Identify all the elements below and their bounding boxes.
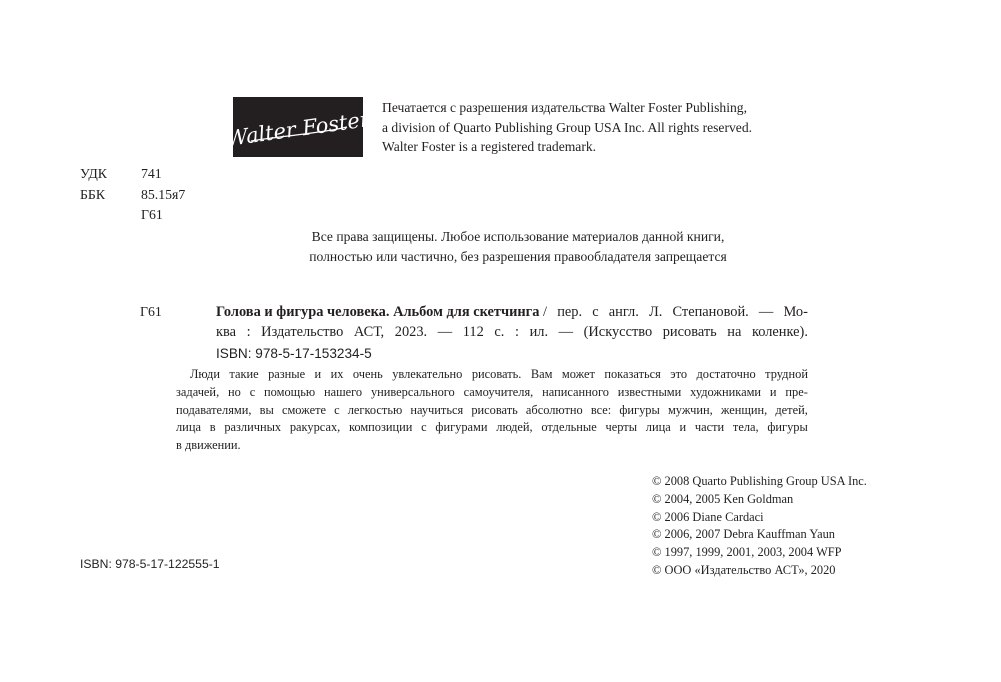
annotation-word: и: [314, 367, 322, 381]
annotation-word: фигурами: [435, 420, 488, 435]
annotation-word: тела,: [732, 420, 759, 435]
classification-codes: [80, 164, 185, 226]
copyright-line: © ООО «Издательство АСТ», 2020: [652, 562, 836, 577]
annotation-word: фигуры: [767, 420, 808, 435]
bibliographic-description: [216, 302, 808, 342]
biblio-line: [216, 302, 808, 322]
annotation-word: задачей,: [176, 384, 220, 399]
biblio-word: АСТ,: [353, 324, 385, 340]
biblio-word: —: [758, 304, 774, 320]
annotation-word: показаться: [604, 367, 661, 381]
publisher-logo-mark: [224, 97, 372, 157]
biblio-word: —: [437, 324, 453, 340]
annotation-word: это: [670, 367, 688, 381]
annotation-word: в движении.: [176, 438, 241, 453]
annotation-word: сможете: [281, 402, 326, 417]
copyright-line: © 2008 Quarto Publishing Group USA Inc.: [652, 474, 867, 488]
annotation-word: достаточно: [696, 367, 756, 381]
biblio-word: пер.: [557, 304, 583, 320]
annotation-word: может: [561, 367, 595, 381]
annotation-line: [176, 402, 808, 420]
biblio-word: 2023.: [394, 324, 428, 340]
copyright-line: © 2004, 2005 Ken Goldman: [652, 491, 794, 506]
annotation-word: помощью: [264, 384, 316, 399]
annotation-word: трудной: [765, 367, 808, 381]
annotation-word: легкостью: [347, 402, 403, 417]
annotation-line: [176, 437, 808, 455]
biblio-word: англ.: [608, 304, 639, 320]
permission-line: Печатается с разрешения издательства Walter Foster Publishing,: [382, 100, 747, 115]
annotation-word: рисовать.: [471, 367, 522, 381]
annotation-line: [176, 384, 808, 402]
bbk-label: ББК: [80, 186, 106, 202]
annotation-word: мужчин,: [667, 402, 713, 417]
biblio-word: 112: [462, 324, 484, 340]
publisher-logo: [224, 97, 372, 157]
book-title-group: Голова и фигура человека. Альбом для скетчинга /: [216, 304, 548, 320]
biblio-word: —: [558, 324, 574, 340]
annotation-word: рисовать: [471, 402, 518, 417]
author-sign-row: [80, 205, 185, 226]
annotation-word: композиции: [348, 420, 413, 435]
annotation-word: с: [334, 402, 340, 417]
biblio-word: ил.: [529, 324, 549, 340]
annotation-word: женщин,: [720, 402, 768, 417]
biblio-word: ква: [216, 324, 236, 340]
annotation-word: нашего: [323, 384, 363, 399]
biblio-word: с.: [494, 324, 505, 340]
annotation-word: самоучителя,: [463, 384, 534, 399]
isbn-main: ISBN: 978-5-17-153234-5: [216, 346, 372, 361]
permission-notice: [382, 98, 822, 157]
annotation-word: части: [694, 420, 725, 435]
annotation-word: отдельные: [541, 420, 597, 435]
annotation-word: разные: [268, 367, 306, 381]
copyright-list: [652, 473, 867, 580]
annotation-word: вы: [259, 402, 274, 417]
annotation-word: с: [249, 384, 256, 399]
biblio-word: Л.: [648, 304, 663, 320]
annotation-line: [176, 419, 808, 437]
copyright-line: © 1997, 1999, 2001, 2003, 2004 WFP: [652, 545, 842, 560]
annotation-word: абсолютно: [525, 402, 583, 417]
annotation-word: известными: [617, 384, 682, 399]
annotation-line: [176, 366, 808, 384]
annotation-word: пре-: [785, 384, 808, 399]
annotation-word: ракурсах,: [289, 420, 341, 435]
annotation-word: их: [330, 367, 344, 381]
biblio-word: рисовать: [662, 324, 717, 340]
annotation-word: Вам: [530, 367, 553, 381]
isbn-original: ISBN: 978-5-17-122555-1: [80, 557, 220, 571]
annotation-word: фигуры: [619, 402, 660, 417]
annotation-word: Люди: [190, 367, 220, 381]
annotation-word: такие: [229, 367, 259, 381]
annotation-word: лица: [176, 420, 201, 435]
biblio-word: :: [514, 324, 519, 340]
annotation-word: универсального: [370, 384, 455, 399]
copyright-line: © 2006 Diane Cardaci: [652, 509, 764, 524]
bbk-row: [80, 185, 185, 206]
annotation-word: написанного: [542, 384, 609, 399]
biblio-word: Мо-: [783, 304, 808, 320]
biblio-word: :: [246, 324, 251, 340]
biblio-word: коленке).: [751, 324, 808, 340]
biblio-word: Степановой.: [672, 304, 749, 320]
copyright-line: © 2006, 2007 Debra Kauffman Yaun: [652, 527, 835, 542]
biblio-author-sign: Г61: [140, 304, 162, 319]
udk-label: УДК: [80, 166, 107, 181]
annotation-word: подавателями,: [176, 402, 252, 417]
annotation-word: детей,: [775, 402, 808, 417]
biblio-word: на: [727, 324, 742, 340]
annotation-word: людей,: [496, 420, 533, 435]
biblio-word: (Искусство: [583, 324, 653, 340]
annotation-word: но: [228, 384, 241, 399]
udk-row: [80, 164, 185, 185]
annotation-word: все:: [590, 402, 612, 417]
annotation-word: увлекательно: [392, 367, 463, 381]
annotation-word: и: [679, 420, 687, 435]
annotation-word: черты: [605, 420, 638, 435]
annotation-word: художниками: [690, 384, 762, 399]
biblio-word: с: [592, 304, 599, 320]
publisher-logo-text: Walter Foster: [224, 107, 372, 151]
rights-line: полностью или частично, без разрешения правообладателя запрещается: [309, 248, 727, 264]
annotation: [176, 366, 808, 455]
annotation-word: научиться: [410, 402, 464, 417]
annotation-word: различных: [224, 420, 282, 435]
annotation-word: с: [421, 420, 427, 435]
author-sign: Г61: [141, 207, 163, 222]
udk-value: 741: [141, 166, 162, 181]
biblio-line: [216, 322, 808, 342]
annotation-word: в: [209, 420, 216, 435]
annotation-word: очень: [352, 367, 383, 381]
permission-line: Walter Foster is a registered trademark.: [382, 139, 597, 154]
annotation-word: лица: [645, 420, 671, 435]
book-title: Голова и фигура человека. Альбом для скетчинга: [216, 304, 540, 320]
rights-notice: [200, 227, 836, 266]
bbk-value: 85.15я7: [141, 186, 186, 202]
rights-line: Все права защищены. Любое использование материалов данной книги,: [311, 229, 725, 244]
permission-line: a division of Quarto Publishing Group USA Inc. All rights reserved.: [382, 119, 753, 135]
annotation-word: и: [769, 384, 777, 399]
biblio-word: Издательство: [261, 324, 344, 340]
